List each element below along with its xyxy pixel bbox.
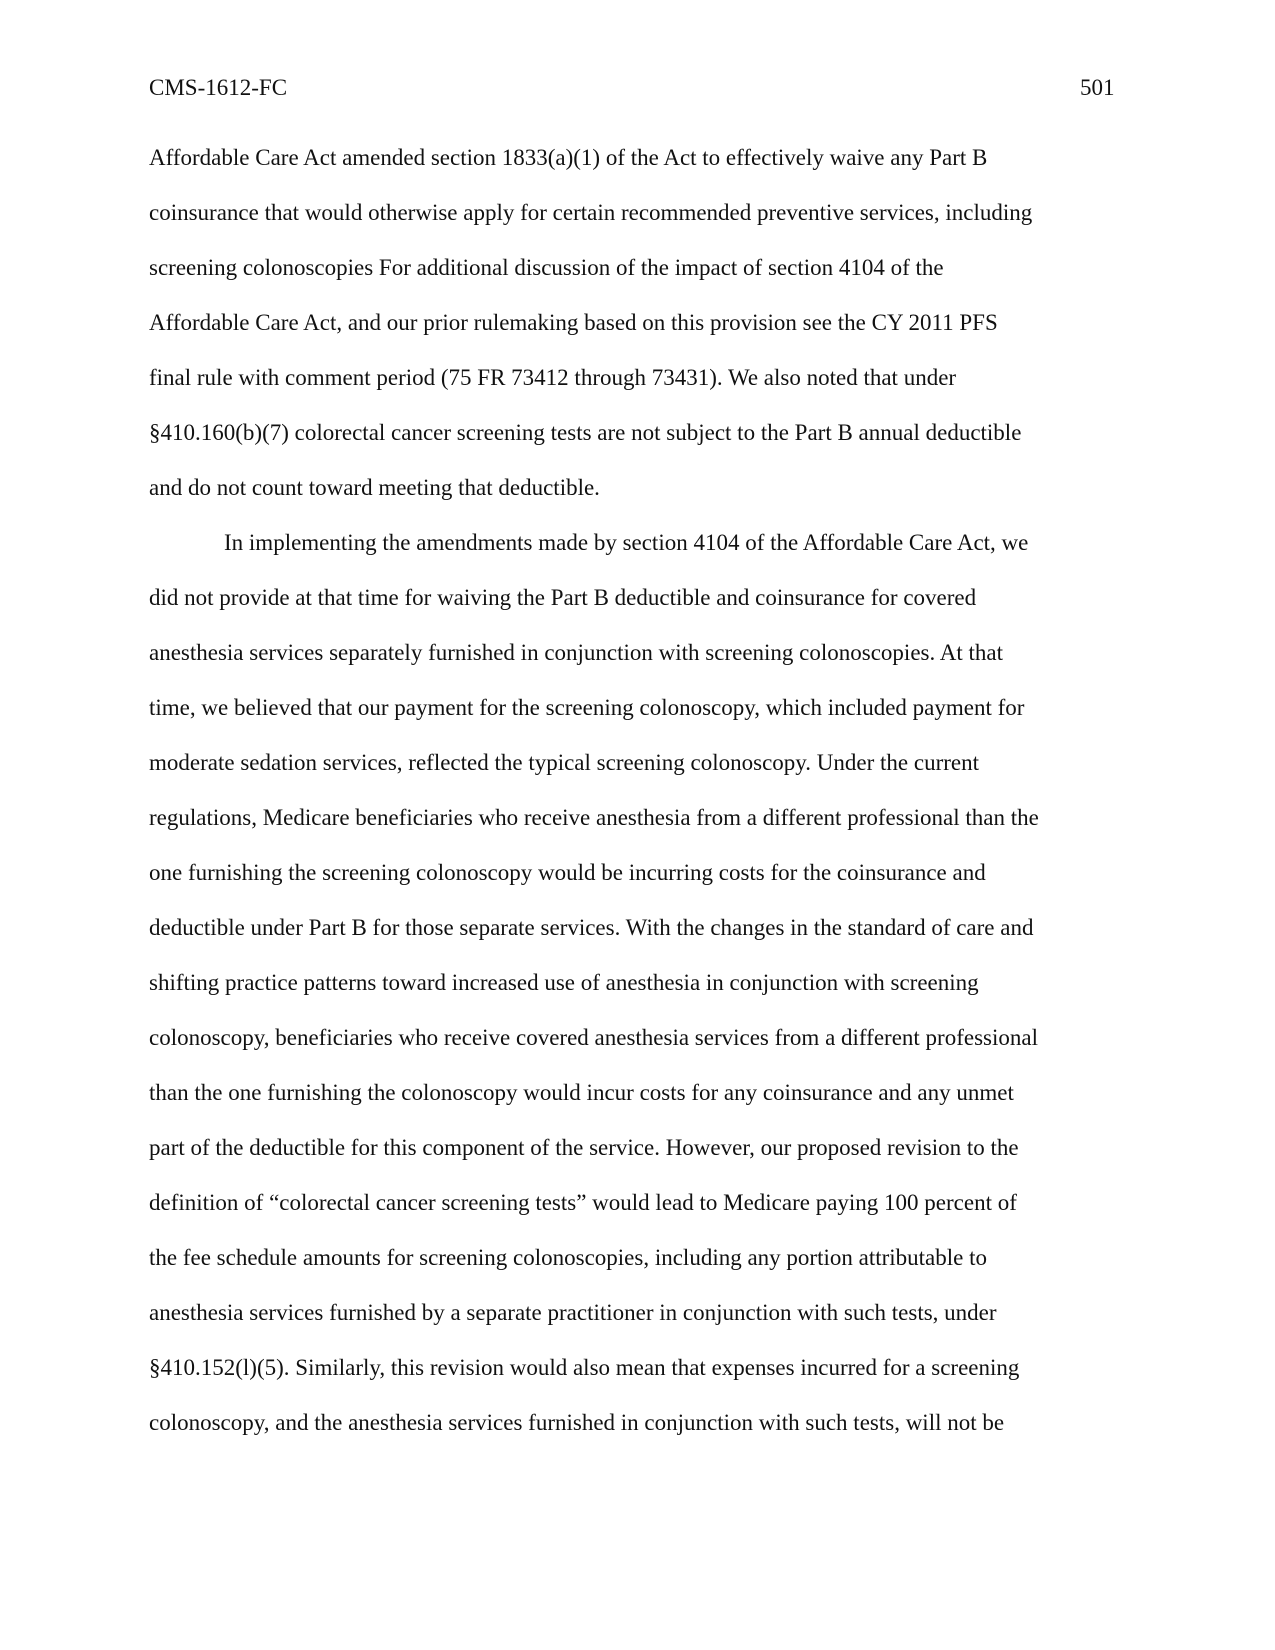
text-line: one furnishing the screening colonoscopy would be incurring costs for the coinsurance and <box>149 860 986 885</box>
text-line: colonoscopy, and the anesthesia services furnished in conjunction with such tests, will not be <box>149 1410 1005 1435</box>
text-line: §410.160(b)(7) colorectal cancer screening tests are not subject to the Part B annual deductible <box>149 420 1022 445</box>
text-line: the fee schedule amounts for screening colonoscopies, including any portion attributable to <box>149 1245 987 1270</box>
text-line: shifting practice patterns toward increased use of anesthesia in conjunction with screening <box>149 970 979 995</box>
text-line: moderate sedation services, reflected the typical screening colonoscopy. Under the current <box>149 750 979 775</box>
document-id: CMS-1612-FC <box>149 75 288 100</box>
text-line: time, we believed that our payment for the screening colonoscopy, which included payment for <box>149 695 1025 720</box>
text-line: §410.152(l)(5). Similarly, this revision would also mean that expenses incurred for a screening <box>149 1355 1020 1380</box>
text-line: than the one furnishing the colonoscopy would incur costs for any coinsurance and any unmet <box>149 1080 1014 1105</box>
text-line: screening colonoscopies For additional discussion of the impact of section 4104 of the <box>149 255 944 280</box>
text-line: coinsurance that would otherwise apply for certain recommended preventive services, including <box>149 200 1033 225</box>
text-line: In implementing the amendments made by section 4104 of the Affordable Care Act, we <box>224 530 1029 555</box>
text-line: Affordable Care Act, and our prior rulemaking based on this provision see the CY 2011 PFS <box>149 310 998 335</box>
text-line: part of the deductible for this component of the service. However, our proposed revision to the <box>149 1135 1019 1160</box>
text-line: regulations, Medicare beneficiaries who receive anesthesia from a different professional than the <box>149 805 1039 830</box>
text-line: anesthesia services furnished by a separate practitioner in conjunction with such tests, under <box>149 1300 997 1325</box>
text-line: deductible under Part B for those separate services. With the changes in the standard of care and <box>149 915 1034 940</box>
text-line: did not provide at that time for waiving the Part B deductible and coinsurance for covered <box>149 585 977 610</box>
text-line: Affordable Care Act amended section 1833(a)(1) of the Act to effectively waive any Part B <box>149 145 988 170</box>
text-line: and do not count toward meeting that deductible. <box>149 475 600 500</box>
text-line: definition of “colorectal cancer screening tests” would lead to Medicare paying 100 percent of <box>149 1190 1017 1215</box>
text-line: final rule with comment period (75 FR 73412 through 73431). We also noted that under <box>149 365 957 390</box>
text-line: anesthesia services separately furnished in conjunction with screening colonoscopies. At that <box>149 640 1003 665</box>
page-number: 501 <box>1080 75 1115 100</box>
text-line: colonoscopy, beneficiaries who receive covered anesthesia services from a different professional <box>149 1025 1038 1050</box>
